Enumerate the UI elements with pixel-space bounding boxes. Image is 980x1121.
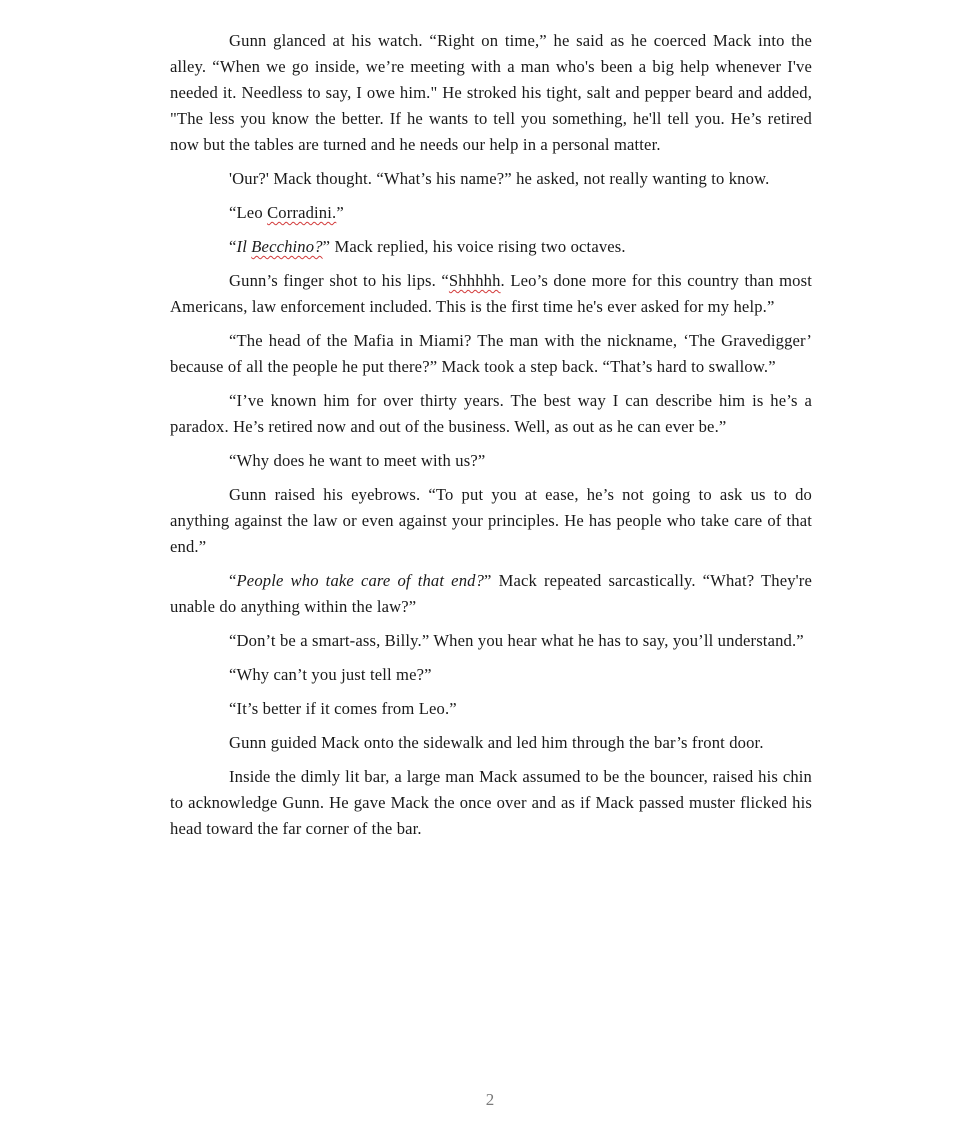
- paragraph: [170, 28, 812, 158]
- document-body: [170, 28, 812, 842]
- paragraph-text: Inside the dimly lit bar, a large man Mack assumed to be the bouncer, raised his chin to acknowledge Gunn. He gave Mack the once over and as if Mack passed muster flicked his head toward the far corner of the bar.: [170, 767, 812, 838]
- paragraph-text: Il: [236, 237, 252, 256]
- paragraph: [170, 448, 812, 474]
- paragraph-text: . Leo’s done more for this country than most Americans, law enforcement included. This is the first time he's ever asked for my help.”: [170, 271, 812, 316]
- paragraph: [170, 764, 812, 842]
- paragraph-text: ” Mack repeated sarcastically. “What? They're unable do anything within the law?”: [170, 571, 812, 616]
- paragraph: [170, 482, 812, 560]
- paragraph: [170, 234, 812, 260]
- paragraph-text: ”: [336, 203, 344, 222]
- paragraph-text: “It’s better if it comes from Leo.”: [229, 699, 457, 718]
- paragraph-text: Gunn raised his eyebrows. “To put you at ease, he’s not going to ask us to do anything against the law or even against your principles. He has people who take care of that end.”: [170, 485, 812, 556]
- spellcheck-flagged-word: Corradini.: [267, 203, 337, 222]
- paragraph-text: “The head of the Mafia in Miami? The man with the nickname, ‘The Gravedigger’ because of all the people he put there?” Mack took a step back. “That’s hard to swallow.”: [170, 331, 812, 376]
- document-page: [170, 28, 812, 850]
- paragraph: [170, 268, 812, 320]
- paragraph-text: “Don’t be a smart-ass, Billy.” When you hear what he has to say, you’ll understand.”: [229, 631, 804, 650]
- paragraph-text: Gunn glanced at his watch. “Right on time,” he said as he coerced Mack into the alley. “When we go inside, we’re meeting with a man who's been a big help whenever I've needed it. Needless to say, I owe him." He stroked his tight, salt and pepper beard and added, "The less you know the better. If he wants to tell you something, he'll tell you. He’s retired now but the tables are turned and he needs our help in a personal matter.: [170, 31, 812, 154]
- paragraph-text: “I’ve known him for over thirty years. The best way I can describe him is he’s a paradox. He’s retired now and out of the business. Well, as out as he can ever be.”: [170, 391, 812, 436]
- paragraph: [170, 662, 812, 688]
- paragraph-text: 'Our?' Mack thought. “What’s his name?” he asked, not really wanting to know.: [229, 169, 770, 188]
- paragraph-text: “: [229, 237, 237, 256]
- spellcheck-flagged-word: Shhhhh: [448, 271, 501, 290]
- paragraph-text: ” Mack replied, his voice rising two octaves.: [322, 237, 626, 256]
- spellcheck-flagged-word: Becchino?: [251, 237, 323, 256]
- paragraph: [170, 696, 812, 722]
- paragraph: [170, 628, 812, 654]
- paragraph: [170, 328, 812, 380]
- paragraph-text: Gunn’s finger shot to his lips. “: [229, 271, 449, 290]
- paragraph-text: “Why can’t you just tell me?”: [229, 665, 432, 684]
- paragraph-text: “Leo: [229, 203, 268, 222]
- paragraph-text: “: [229, 571, 237, 590]
- paragraph: [170, 730, 812, 756]
- paragraph: [170, 200, 812, 226]
- paragraph: [170, 166, 812, 192]
- paragraph: [170, 388, 812, 440]
- paragraph: [170, 568, 812, 620]
- page-number: 2: [485, 1090, 495, 1109]
- paragraph-text: “Why does he want to meet with us?”: [229, 451, 486, 470]
- paragraph-text: Gunn guided Mack onto the sidewalk and led him through the bar’s front door.: [229, 733, 764, 752]
- paragraph-text: People who take care of that end?: [236, 571, 485, 590]
